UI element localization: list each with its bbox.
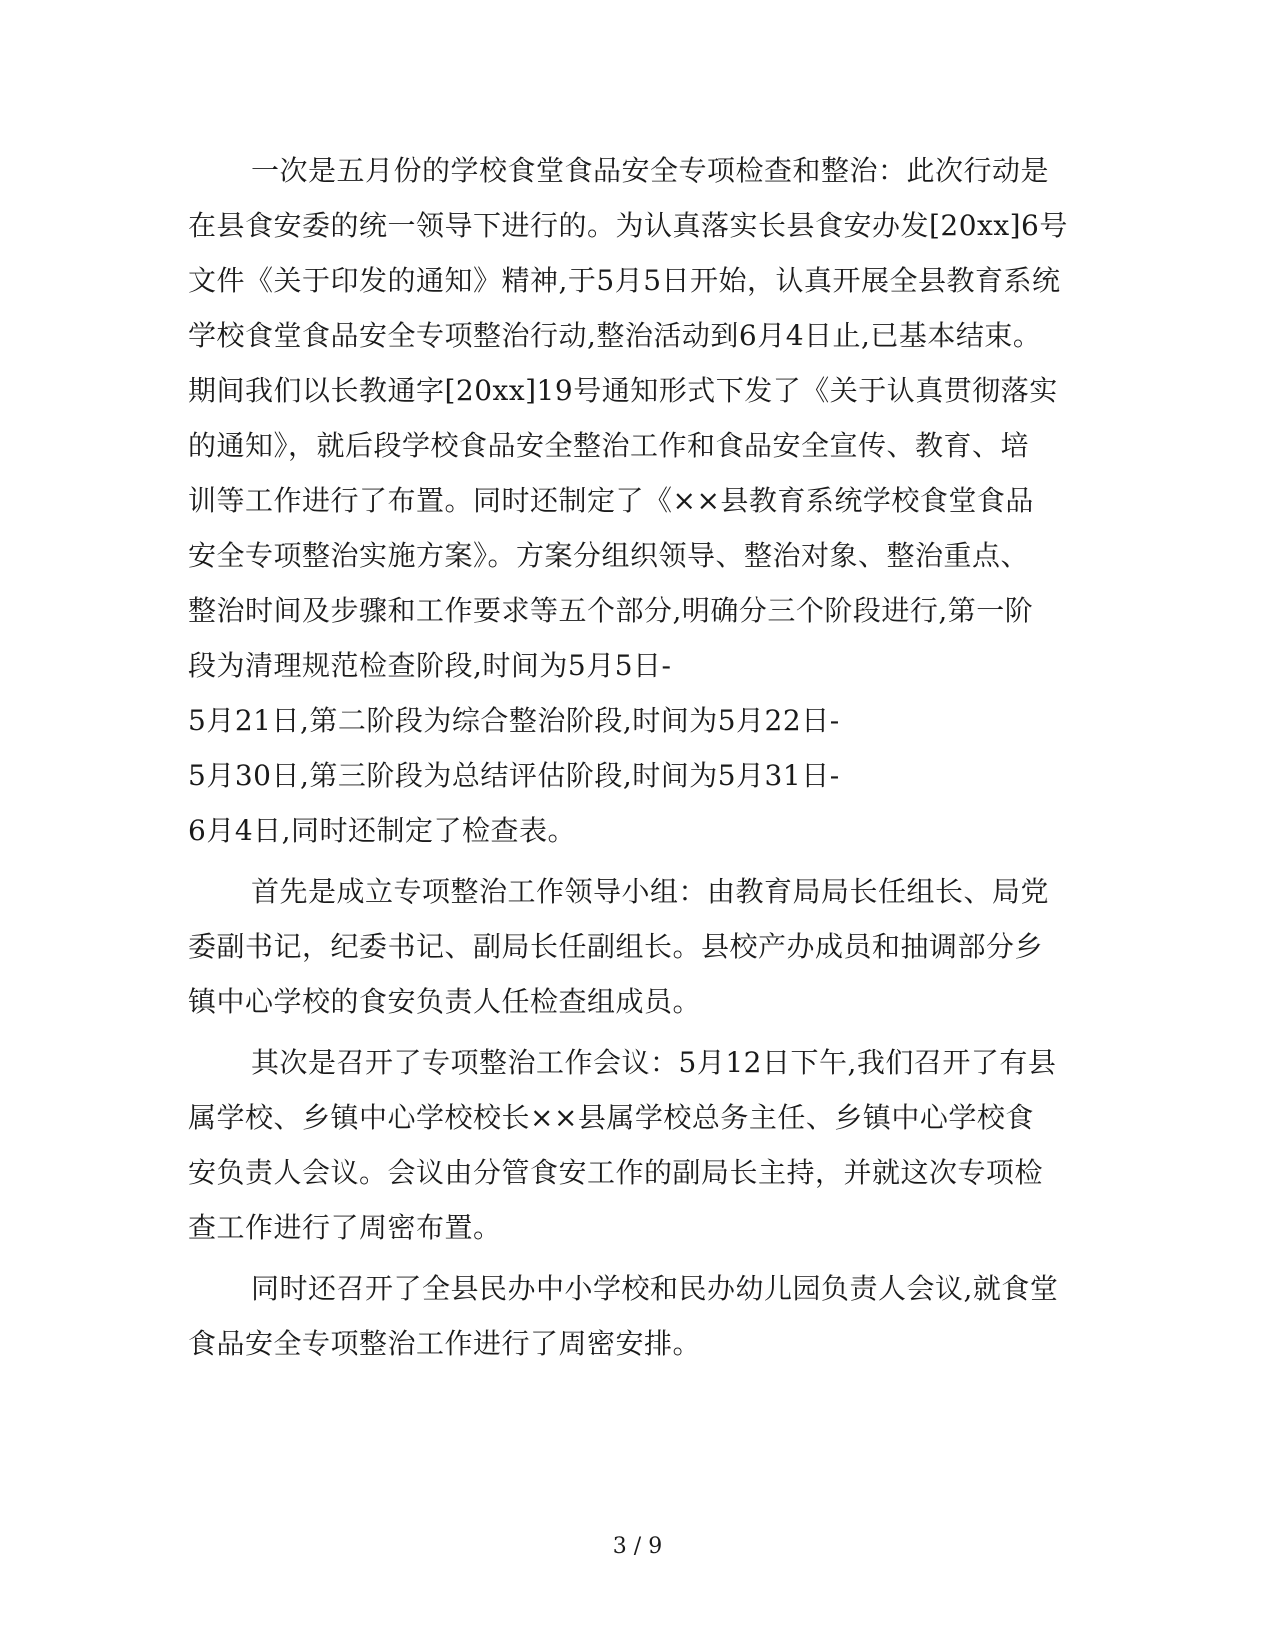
text-line: 学校食堂食品安全专项整治行动,整治活动到6月4日止,已基本结束。	[188, 319, 1042, 352]
text-line: 5月30日,第三阶段为总结评估阶段,时间为5月31日-	[188, 759, 840, 792]
text-line: 镇中心学校的食安负责人任检查组成员。	[188, 985, 702, 1018]
text-line: 一次是五月份的学校食堂食品安全专项检查和整治：此次行动是	[251, 154, 1050, 187]
text-line: 训等工作进行了布置。同时还制定了《××县教育系统学校食堂食品	[188, 484, 1034, 517]
text-line: 6月4日,同时还制定了检查表。	[188, 814, 577, 847]
text-line: 其次是召开了专项整治工作会议：5月12日下午,我们召开了有县	[251, 1046, 1057, 1079]
text-line: 文件《关于印发的通知》精神,于5月5日开始，认真开展全县教育系统	[188, 264, 1061, 297]
text-line: 安全专项整治实施方案》。方案分组织领导、整治对象、整治重点、	[188, 539, 1030, 572]
document-body	[188, 143, 1068, 1371]
text-line: 整治时间及步骤和工作要求等五个部分,明确分三个阶段进行,第一阶	[188, 594, 1034, 627]
text-line: 属学校、乡镇中心学校校长××县属学校总务主任、乡镇中心学校食	[188, 1101, 1034, 1134]
text-line: 安负责人会议。会议由分管食安工作的副局长主持，并就这次专项检	[188, 1156, 1044, 1189]
text-line: 在县食安委的统一领导下进行的。为认真落实长县食安办发[20xx]6号	[188, 209, 1068, 242]
page-number: 3 / 9	[612, 1534, 663, 1559]
text-line: 同时还召开了全县民办中小学校和民办幼儿园负责人会议,就食堂	[251, 1272, 1059, 1305]
text-line: 期间我们以长教通字[20xx]19号通知形式下发了《关于认真贯彻落实	[188, 374, 1058, 407]
text-line: 5月21日,第二阶段为综合整治阶段,时间为5月22日-	[188, 704, 840, 737]
paragraph-4	[188, 1261, 1068, 1371]
paragraph-1	[188, 143, 1068, 858]
paragraph-2	[188, 864, 1068, 1029]
text-line: 委副书记，纪委书记、副局长任副组长。县校产办成员和抽调部分乡	[188, 930, 1044, 963]
text-line: 首先是成立专项整治工作领导小组：由教育局局长任组长、局党	[251, 875, 1050, 908]
text-line: 段为清理规范检查阶段,时间为5月5日-	[188, 649, 672, 682]
text-line: 食品安全专项整治工作进行了周密安排。	[188, 1327, 702, 1360]
text-line: 的通知》，就后段学校食品安全整治工作和食品安全宣传、教育、培	[188, 429, 1030, 462]
text-line: 查工作进行了周密布置。	[188, 1211, 502, 1244]
paragraph-3	[188, 1035, 1068, 1255]
